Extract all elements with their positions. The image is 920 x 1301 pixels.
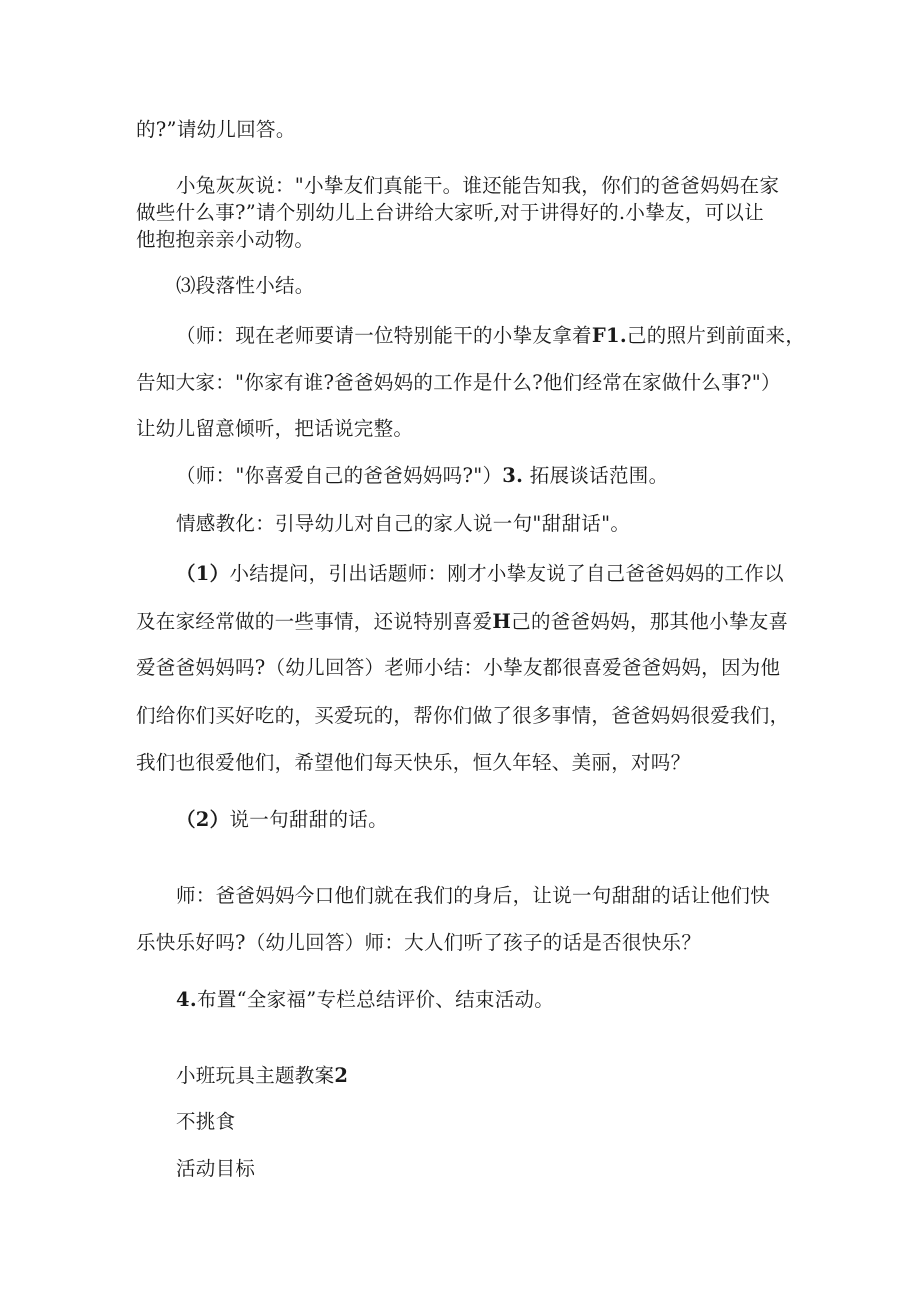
lesson-subtitle: 不挑食 (176, 1110, 236, 1133)
text-span: 及在家经常做的一些事情，还说特别喜爱 (136, 610, 493, 633)
text-span: （师：现在老师要请一位特别能干的小挚友拿着 (176, 324, 592, 347)
section-heading: ⑶段落性小结。 (176, 274, 315, 297)
text-line: 情感教化：引导幼儿对自己的家人说一句"甜甜话"。 (176, 512, 631, 535)
text-line: 让幼儿留意倾听，把话说完整。 (136, 417, 414, 440)
text-span-bold: F1. (591, 324, 627, 347)
text-line (176, 988, 554, 1012)
text-span: 拓展谈话范围。 (529, 464, 669, 487)
item-number: 4. (176, 988, 197, 1011)
text-line: 乐快乐好吗?（幼儿回答）师：大人们听了孩子的话是否很快乐？ (136, 931, 702, 954)
text-line: 我们也很爱他们，希望他们每天快乐，恒久年轻、美丽，对吗？ (136, 751, 691, 774)
text-span: 布置“全家福”专栏总结评价、结束活动。 (196, 988, 555, 1011)
text-line: 他抱抱亲亲小动物。 (136, 228, 315, 251)
text-line (176, 464, 668, 488)
text-line: 师：爸爸妈妈今口他们就在我们的身后，让说一句甜甜的话让他们快 (176, 884, 771, 907)
text-line: 爱爸爸妈妈吗?（幼儿回答）老师小结：小挚友都很喜爱爸爸妈妈，因为他 (136, 656, 781, 679)
text-line: 小兔灰灰说："小挚友们真能干。谁还能告知我，你们的爸爸妈妈在家 (176, 174, 780, 197)
text-line (176, 562, 784, 586)
section-heading: 活动目标 (176, 1157, 256, 1180)
lesson-number: 2 (334, 1064, 349, 1087)
item-number: 3. (502, 464, 524, 487)
text-line: 们给你们买好吃的，买爱玩的，帮你们做了很多事情，爸爸妈妈很爱我们， (136, 704, 790, 727)
text-line: 的?”请幼儿回答。 (136, 118, 296, 141)
text-line: 做些什么事?”请个别幼儿上台讲给大家听,对于讲得好的.小挚友，可以让 (136, 201, 765, 224)
item-number: （2） (176, 808, 230, 831)
text-line: 告知大家："你家有谁?爸爸妈妈的工作是什么?他们经常在家做什么事?"） (136, 371, 781, 394)
text-span: 己的照片到前面来， (626, 324, 806, 347)
text-line (176, 324, 805, 348)
text-span: 小班玩具主题教案 (176, 1064, 335, 1087)
text-line (176, 808, 388, 832)
text-span: 己的爸爸妈妈，那其他小挚友喜 (511, 610, 789, 633)
lesson-title (176, 1064, 348, 1088)
text-span: 说一句甜甜的话。 (229, 808, 388, 831)
text-span: （师："你喜爱自己的爸爸妈妈吗?"） (176, 464, 503, 487)
text-span: 小结提问，引出话题师：刚才小挚友说了自己爸爸妈妈的工作以 (229, 562, 784, 585)
text-line (136, 610, 788, 634)
text-span-bold: H (492, 610, 512, 633)
item-number: （1） (176, 562, 230, 585)
